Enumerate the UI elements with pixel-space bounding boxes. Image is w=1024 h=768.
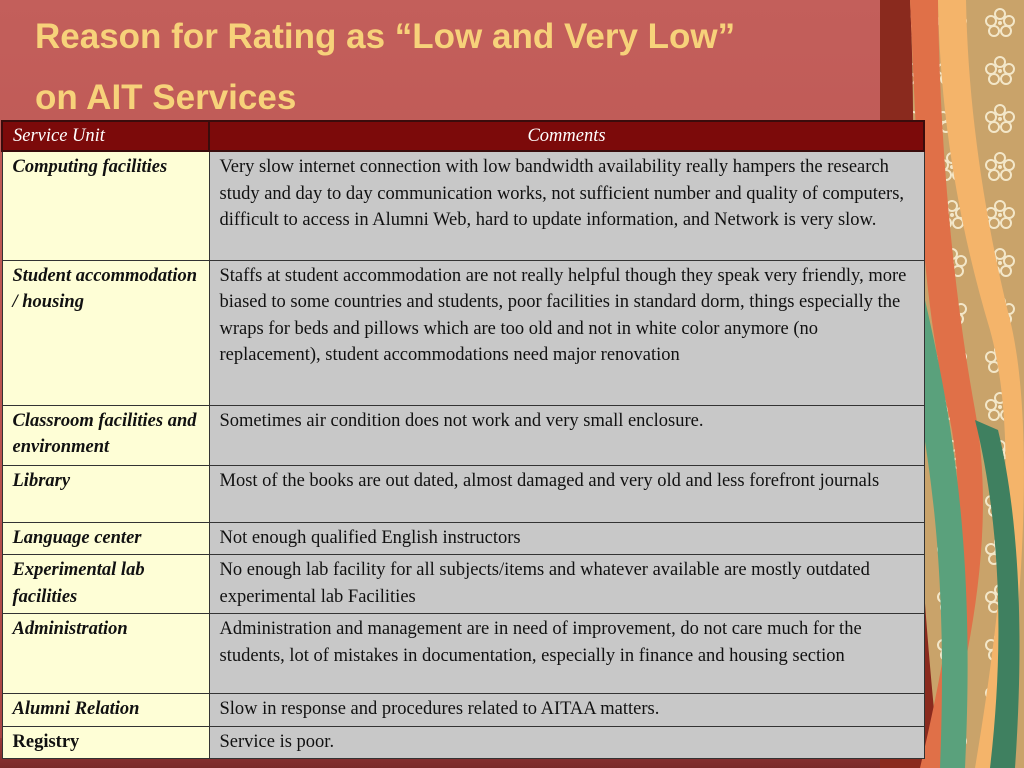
service-unit-cell: Registry — [2, 726, 209, 759]
comment-cell: Slow in response and procedures related to AITAA matters. — [209, 694, 924, 727]
table-row — [2, 726, 924, 759]
service-unit-cell: Classroom facilities and environment — [2, 405, 209, 465]
table-row — [2, 694, 924, 727]
comment-cell: Not enough qualified English instructors — [209, 522, 924, 555]
table-row — [2, 465, 924, 522]
service-unit-cell: Alumni Relation — [2, 694, 209, 727]
service-unit-cell: Language center — [2, 522, 209, 555]
comment-cell: Most of the books are out dated, almost damaged and very old and less forefront journals — [209, 465, 924, 522]
header-comments: Comments — [209, 121, 924, 151]
title-line-1: Reason for Rating as “Low and Very Low” — [35, 17, 736, 56]
service-unit-cell: Experimental lab facilities — [2, 555, 209, 614]
comment-cell: Staffs at student accommodation are not really helpful though they speak very friendly, more biased to some countries and students, poor facilities in standard dorm, things especially the wraps for beds and pillows which are too old and not in white color anymore (no replacement), student accommodations need major renovation — [209, 260, 924, 405]
comment-cell: Service is poor. — [209, 726, 924, 759]
table-row — [2, 614, 924, 694]
header-service-unit: Service Unit — [2, 121, 209, 151]
comment-cell: Administration and management are in need of improvement, do not care much for the students, lot of mistakes in documentation, especially in finance and housing section — [209, 614, 924, 694]
table-row — [2, 260, 924, 405]
comment-cell: No enough lab facility for all subjects/items and whatever available are mostly outdated experimental lab Facilities — [209, 555, 924, 614]
table-row — [2, 555, 924, 614]
service-unit-cell: Computing facilities — [2, 151, 209, 260]
table-row — [2, 522, 924, 555]
table-row — [2, 151, 924, 260]
service-unit-cell: Administration — [2, 614, 209, 694]
title-line-2: on AIT Services — [35, 78, 297, 117]
table-header-row — [2, 121, 924, 151]
table-row — [2, 405, 924, 465]
service-unit-cell: Student accommodation / housing — [2, 260, 209, 405]
service-unit-cell: Library — [2, 465, 209, 522]
ratings-table — [1, 120, 925, 759]
comment-cell: Sometimes air condition does not work and very small enclosure. — [209, 405, 924, 465]
slide-title — [35, 6, 875, 128]
comment-cell: Very slow internet connection with low bandwidth availability really hampers the research study and day to day communication works, not sufficient number and quality of computers, difficult to access in Alumni Web, hard to update information, and Network is very slow. — [209, 151, 924, 260]
